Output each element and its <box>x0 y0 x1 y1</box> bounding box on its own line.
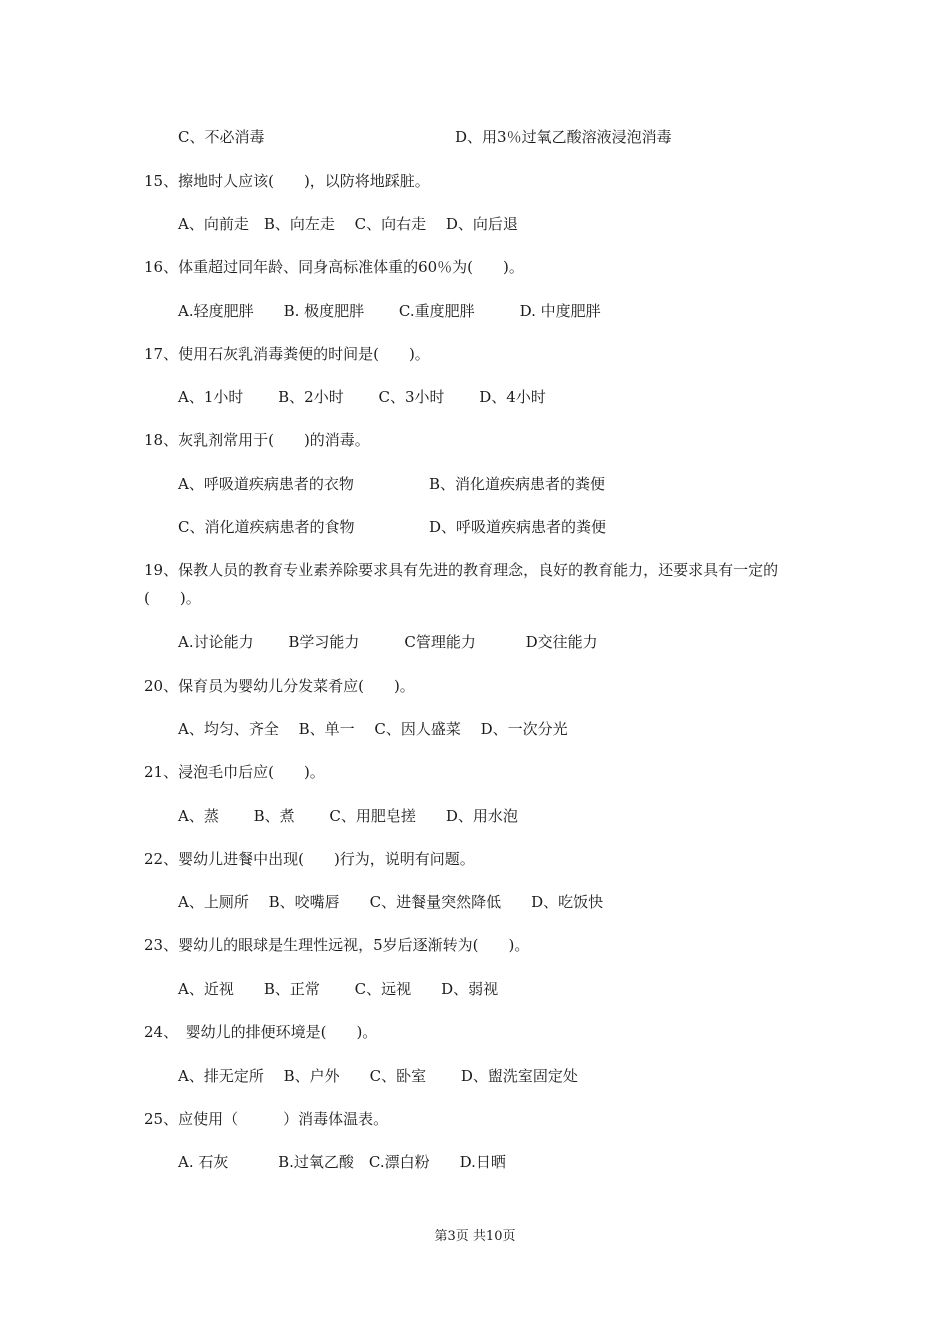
page-number-footer: 第3页 共10页 <box>434 1229 516 1244</box>
q23-stem: 23、婴幼儿的眼球是生理性远视，5岁后逐渐转为( )。 <box>144 936 530 954</box>
q18-option-d: D、呼吸道疾病患者的粪便 <box>429 518 607 536</box>
q22-options: A、上厕所 B、咬嘴唇 C、进餐量突然降低 D、吃饭快 <box>178 893 604 911</box>
q15-stem: 15、擦地时人应该( )，以防将地踩脏。 <box>144 172 430 190</box>
q25-options: A. 石灰 B.过氧乙酸 C.漂白粉 D.日晒 <box>178 1153 506 1171</box>
q22-stem: 22、婴幼儿进餐中出现( )行为，说明有问题。 <box>144 850 475 868</box>
q19-options: A.讨论能力 B学习能力 C管理能力 D交往能力 <box>178 633 598 651</box>
q24-stem: 24、 婴幼儿的排便环境是( )。 <box>144 1023 378 1041</box>
q17-options: A、1小时 B、2小时 C、3小时 D、4小时 <box>178 388 546 406</box>
q19-stem: 19、保教人员的教育专业素养除要求具有先进的教育理念，良好的教育能力，还要求具有一定的( )。 <box>144 561 779 607</box>
q24-options: A、排无定所 B、户外 C、卧室 D、盥洗室固定处 <box>178 1067 578 1085</box>
q18-option-b: B、消化道疾病患者的粪便 <box>429 475 606 493</box>
q18-option-c: C、消化道疾病患者的食物 <box>178 518 355 536</box>
q18-option-a: A、呼吸道疾病患者的衣物 <box>178 475 354 493</box>
q16-options: A.轻度肥胖 B. 极度肥胖 C.重度肥胖 D. 中度肥胖 <box>178 302 601 320</box>
q21-stem: 21、浸泡毛巾后应( )。 <box>144 763 325 781</box>
q17-stem: 17、使用石灰乳消毒粪便的时间是( )。 <box>144 345 430 363</box>
q14-option-c: C、不必消毒 <box>178 128 265 146</box>
q18-stem: 18、灰乳剂常用于( )的消毒。 <box>144 431 370 449</box>
q23-options: A、近视 B、正常 C、远视 D、弱视 <box>178 980 499 998</box>
q16-stem: 16、体重超过同年龄、同身高标准体重的60％为( )。 <box>144 258 524 276</box>
q20-options: A、均匀、齐全 B、单一 C、因人盛菜 D、一次分光 <box>178 720 568 738</box>
q14-option-d: D、用3％过氧乙酸溶液浸泡消毒 <box>455 128 672 146</box>
q20-stem: 20、保育员为婴幼儿分发菜肴应( )。 <box>144 677 415 695</box>
q21-options: A、蒸 B、煮 C、用肥皂搓 D、用水泡 <box>178 807 518 825</box>
q25-stem: 25、应使用（ ）消毒体温表。 <box>144 1110 389 1128</box>
q15-options: A、向前走 B、向左走 C、向右走 D、向后退 <box>178 215 518 233</box>
